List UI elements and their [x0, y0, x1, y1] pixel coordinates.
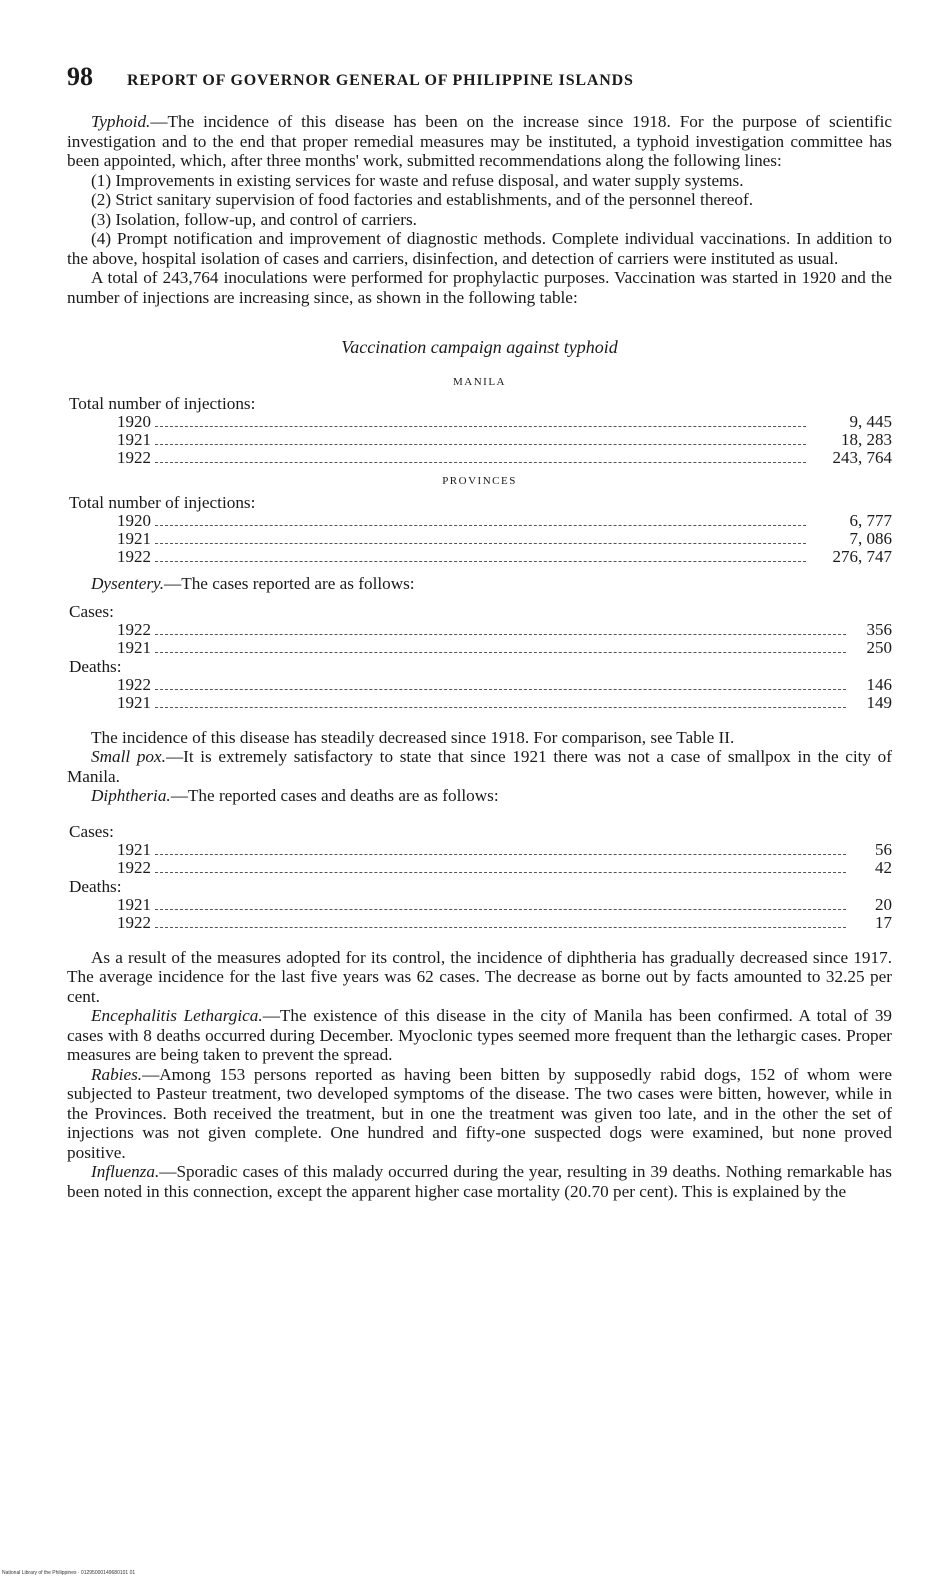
leader-dots [155, 561, 806, 562]
group-title: Total number of injections: [69, 394, 256, 413]
section-label-provinces: PROVINCES [442, 475, 517, 487]
rabies-term: Rabies. [91, 1064, 143, 1084]
group-title: Deaths: [69, 656, 122, 676]
leader-dots [155, 872, 846, 873]
dysentery-table [67, 602, 892, 712]
typhoid-item-4: (4) Prompt notification and improvement of diagnostic methods. Complete individual vaccinations. In addition to the above, hospital isolation of cases and carriers, disinfection, and detection of carriers were instituted as usual. [67, 229, 892, 268]
smallpox-term: Small pox. [91, 747, 166, 766]
group-title: Cases: [69, 601, 114, 621]
dysentery-closing: The incidence of this disease has steadily decreased since 1918. For comparison, see Table II. [91, 727, 735, 747]
table-row: 1922 146 [117, 674, 892, 694]
leader-dots [155, 909, 846, 910]
group-title: Total number of injections: [69, 493, 256, 512]
table-row: 1921 149 [117, 692, 892, 712]
encephalitis-paragraph: Encephalitis Lethargica.—The existence of this disease in the city of Manila has been confirmed. A total of 39 cases with 8 deaths occurred during December. Myoclonic types seemed more frequent than the lethargic cases. Proper measures are being taken to prevent the spread. [67, 1006, 893, 1064]
table-row: 1921 18, 283 [117, 430, 892, 449]
leader-dots [155, 462, 806, 463]
scan-footer: National Library of the Philippines · 01295000149680101 01 [2, 1570, 136, 1576]
document-page [67, 62, 892, 1201]
diphtheria-closing: As a result of the measures adopted for its control, the incidence of diphtheria has gradually decreased since 1917. The average incidence for the last five years was 62 cases. The decrease as borne out by facts amounted to 32.25 per cent. [67, 947, 892, 1006]
table-row: 1920 6, 777 [117, 511, 892, 530]
leader-dots [155, 707, 846, 708]
influenza-term: Influenza. [91, 1162, 160, 1181]
diphtheria-paragraph: Diphtheria.—The reported cases and deaths are as follows: [91, 786, 499, 805]
running-title: REPORT OF GOVERNOR GENERAL OF PHILIPPINE ISLANDS [127, 72, 634, 89]
typhoid-item-2: (2) Strict sanitary supervision of food factories and establishments, and of the personnel thereof. [91, 190, 754, 209]
page-number: 98 [67, 62, 93, 91]
table-row: 1921 250 [117, 637, 892, 657]
leader-dots [155, 543, 806, 544]
leader-dots [155, 854, 846, 855]
dysentery-term: Dysentery. [91, 574, 165, 593]
diphtheria-term: Diphtheria. [91, 786, 171, 805]
section-label-manila: MANILA [453, 376, 506, 388]
diphtheria-table [67, 822, 892, 932]
table-row: 1922 276, 747 [117, 547, 892, 566]
vaccination-table-caption: Vaccination campaign against typhoid [341, 337, 618, 357]
leader-dots [155, 689, 846, 690]
influenza-paragraph: Influenza.—Sporadic cases of this malady occurred during the year, resulting in 39 deaths. Nothing remarkable has been noted in this connection, except the apparent higher case mortality (20.70 per cent). This is explained by the [67, 1162, 892, 1201]
encephalitis-term: Encephalitis Lethargica. [91, 1006, 263, 1025]
running-header [67, 62, 892, 92]
rabies-paragraph: Rabies.—Among 153 persons reported as having been bitten by supposedly rabid dogs, 152 of whom were subjected to Pasteur treatment, two developed symptoms of the disease. The two cases were bitten, however, while in the Provinces. Both received the treatment, but in one the treatment was given too late, and in the other the set of injections was not given complete. One hundred and fifty-one suspected dogs were examined, but none proved positive. [67, 1064, 892, 1162]
table-row: 1922 356 [117, 619, 892, 639]
table-row: 1921 20 [117, 894, 892, 914]
table-row: 1921 7, 086 [117, 529, 892, 548]
provinces-section [67, 475, 892, 566]
leader-dots [155, 927, 846, 928]
group-title: Deaths: [69, 876, 122, 896]
typhoid-closing: A total of 243,764 inoculations were performed for prophylactic purposes. Vaccination was started in 1920 and the number of injections are increasing since, as shown in the following table: [67, 268, 892, 307]
typhoid-item-3: (3) Isolation, follow-up, and control of carriers. [91, 209, 417, 229]
table-row: 1920 9, 445 [117, 412, 892, 431]
typhoid-paragraph: Typhoid.—The incidence of this disease has been on the increase since 1918. For the purpose of scientific investigation and to the end that proper remedial measures may be instituted, a typhoid investigation committee has been appointed, which, after three months' work, submitted recommendations along the following lines: [67, 112, 892, 170]
manila-section [67, 376, 892, 467]
table-row: 1922 243, 764 [117, 448, 892, 467]
dysentery-paragraph: Dysentery.—The cases reported are as follows: [91, 574, 415, 593]
table-row: 1922 17 [117, 912, 892, 932]
typhoid-item-1: (1) Improvements in existing services for waste and refuse disposal, and water supply systems. [91, 170, 744, 190]
table-row: 1922 42 [117, 857, 892, 877]
smallpox-paragraph: Small pox.—It is extremely satisfactory to state that since 1921 there was not a case of smallpox in the city of Manila. [67, 747, 892, 786]
leader-dots [155, 525, 806, 526]
leader-dots [155, 444, 806, 445]
leader-dots [155, 652, 846, 653]
leader-dots [155, 426, 806, 427]
table-row: 1921 56 [117, 839, 892, 859]
leader-dots [155, 634, 846, 635]
typhoid-term: Typhoid. [91, 112, 151, 131]
group-title: Cases: [69, 821, 114, 841]
